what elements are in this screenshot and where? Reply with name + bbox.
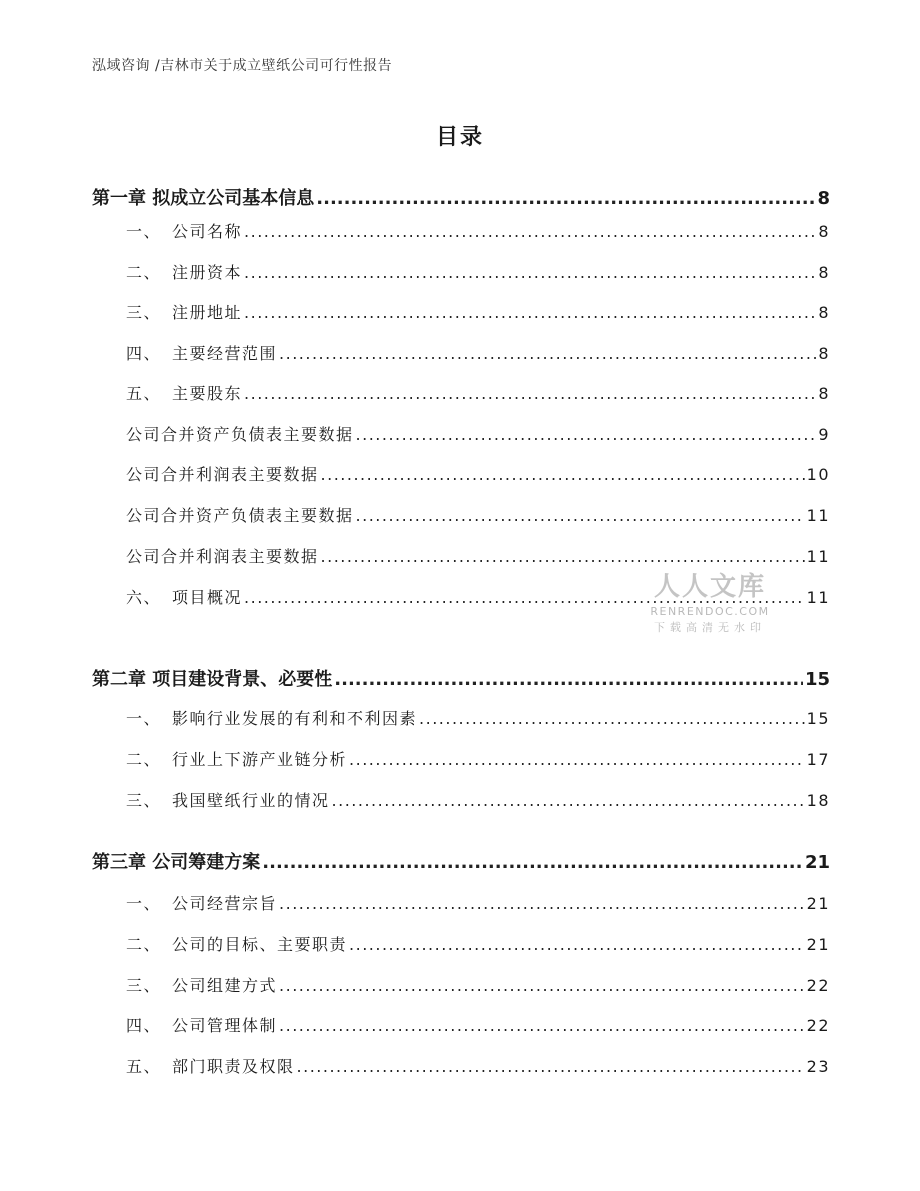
toc-leader-dots: [332, 791, 805, 810]
toc-leader-dots: [244, 384, 816, 403]
toc-entry-label: [126, 341, 277, 364]
toc-entry-text: 公司合并资产负债表主要数据: [126, 425, 354, 444]
toc-leader-dots: [356, 425, 817, 444]
toc-page-number: 11: [806, 547, 830, 566]
toc-leader-dots: [321, 547, 805, 566]
toc-section-entry[interactable]: [126, 706, 830, 729]
toc-entry-label: [126, 932, 347, 955]
toc-page-number: 11: [806, 588, 830, 607]
toc-entry-text: 主要经营范围: [172, 344, 278, 363]
toc-leader-dots: [321, 465, 805, 484]
toc-page-number: 8: [818, 263, 830, 282]
toc-entry-number: 五、: [126, 384, 162, 403]
toc-page-number: 8: [818, 344, 830, 363]
watermark-name: 人人文库: [653, 572, 766, 602]
toc-leader-dots: [262, 852, 803, 873]
toc-entry-number: 六、: [126, 588, 162, 607]
toc-section-entry[interactable]: [126, 1054, 830, 1077]
toc-section-entry[interactable]: [126, 891, 830, 914]
toc-section-entry[interactable]: [126, 300, 830, 323]
toc-leader-dots: [297, 1057, 805, 1076]
toc-page-number: 10: [806, 465, 830, 484]
toc-section-entry[interactable]: [126, 341, 830, 364]
toc-section-entry[interactable]: [126, 503, 830, 526]
toc-entry-number: 一、: [126, 222, 162, 241]
toc-entry-number: 一、: [126, 894, 162, 913]
toc-entry-label: [92, 184, 314, 210]
toc-leader-dots: [244, 263, 816, 282]
toc-leader-dots: [419, 709, 805, 728]
toc-entry-label: [126, 422, 354, 445]
toc-leader-dots: [349, 935, 805, 954]
toc-page-number: 11: [806, 506, 830, 525]
toc-leader-dots: [279, 894, 805, 913]
toc-entry-label: [126, 973, 277, 996]
toc-entry-text: 第二章 项目建设背景、必要性: [92, 669, 333, 690]
toc-page-number: 8: [818, 303, 830, 322]
toc-entry-number: 二、: [126, 750, 162, 769]
toc-leader-dots: [316, 188, 815, 209]
toc-entry-label: [126, 462, 319, 485]
watermark-logo: [645, 566, 775, 635]
toc-leader-dots: [279, 976, 805, 995]
toc-entry-label: [126, 544, 319, 567]
toc-section-entry[interactable]: [126, 788, 830, 811]
toc-section-entry[interactable]: [126, 219, 830, 242]
toc-section-entry[interactable]: [126, 260, 830, 283]
toc-page-number: 22: [806, 1016, 830, 1035]
toc-chapter-entry[interactable]: [92, 184, 830, 210]
toc-entry-text: 主要股东: [172, 384, 243, 403]
toc-page-number: 15: [806, 709, 830, 728]
toc-leader-dots: [244, 303, 816, 322]
toc-section-entry[interactable]: [126, 422, 830, 445]
toc-entry-label: [126, 891, 277, 914]
toc-section-entry[interactable]: [126, 747, 830, 770]
watermark-slogan: 下载高清无水印: [654, 621, 766, 634]
page-title: 目录: [435, 125, 484, 150]
toc-leader-dots: [356, 506, 805, 525]
toc-entry-text: 注册地址: [172, 303, 243, 322]
toc-section-entry[interactable]: [126, 932, 830, 955]
toc-leader-dots: [349, 750, 805, 769]
toc-page-number: 18: [806, 791, 830, 810]
toc-entry-text: 公司的目标、主要职责: [172, 935, 348, 954]
toc-entry-label: [126, 585, 242, 608]
toc-entry-text: 第三章 公司筹建方案: [92, 852, 261, 873]
toc-section-entry[interactable]: [126, 381, 830, 404]
toc-chapter-entry[interactable]: [92, 665, 830, 691]
toc-page-number: 17: [806, 750, 830, 769]
toc-entry-number: 四、: [126, 1016, 162, 1035]
toc-section-entry[interactable]: [126, 462, 830, 485]
toc-leader-dots: [334, 669, 803, 690]
toc-leader-dots: [244, 222, 816, 241]
toc-entry-label: [126, 260, 242, 283]
toc-entry-label: [126, 300, 242, 323]
toc-entry-text: 公司名称: [172, 222, 243, 241]
toc-entry-label: [92, 665, 332, 691]
toc-entry-label: [126, 1054, 295, 1077]
toc-entry-number: 四、: [126, 344, 162, 363]
toc-entry-number: 五、: [126, 1057, 162, 1076]
toc-page-number: 21: [806, 935, 830, 954]
watermark-domain: RENRENDOC.COM: [650, 605, 770, 618]
toc-entry-text: 公司经营宗旨: [172, 894, 278, 913]
toc-entry-number: 二、: [126, 935, 162, 954]
running-header: 泓域咨询 /吉林市关于成立壁纸公司可行性报告: [92, 58, 393, 74]
toc-entry-text: 注册资本: [172, 263, 243, 282]
toc-section-entry[interactable]: [126, 544, 830, 567]
toc-page-number: 8: [817, 188, 830, 209]
toc-entry-number: 三、: [126, 303, 162, 322]
toc-entry-label: [126, 503, 354, 526]
toc-entry-number: 二、: [126, 263, 162, 282]
toc-page-number: 21: [806, 894, 830, 913]
toc-leader-dots: [279, 344, 816, 363]
toc-leader-dots: [279, 1016, 805, 1035]
toc-entry-number: 三、: [126, 976, 162, 995]
toc-entry-label: [92, 848, 260, 874]
toc-page-number: 9: [818, 425, 830, 444]
toc-page-number: 21: [804, 852, 830, 873]
toc-entry-text: 项目概况: [172, 588, 243, 607]
toc-entry-text: 公司合并利润表主要数据: [126, 547, 319, 566]
toc-entry-label: [126, 788, 330, 811]
toc-page-number: 8: [818, 222, 830, 241]
toc-entry-label: [126, 1013, 277, 1036]
toc-entry-text: 公司组建方式: [172, 976, 278, 995]
toc-entry-text: 第一章 拟成立公司基本信息: [92, 188, 315, 209]
toc-entry-text: 我国壁纸行业的情况: [172, 791, 330, 810]
toc-page-number: 22: [806, 976, 830, 995]
toc-entry-label: [126, 219, 242, 242]
toc-entry-number: 一、: [126, 709, 162, 728]
toc-entry-text: 行业上下游产业链分析: [172, 750, 348, 769]
toc-section-entry[interactable]: [126, 1013, 830, 1036]
toc-entry-label: [126, 381, 242, 404]
toc-entry-text: 公司管理体制: [172, 1016, 278, 1035]
toc-section-entry[interactable]: [126, 973, 830, 996]
toc-page-number: 15: [804, 669, 830, 690]
toc-entry-text: 影响行业发展的有利和不利因素: [172, 709, 418, 728]
toc-page-number: 23: [806, 1057, 830, 1076]
toc-entry-text: 公司合并利润表主要数据: [126, 465, 319, 484]
toc-entry-label: [126, 706, 417, 729]
toc-entry-number: 三、: [126, 791, 162, 810]
toc-entry-text: 公司合并资产负债表主要数据: [126, 506, 354, 525]
toc-entry-label: [126, 747, 347, 770]
toc-entry-text: 部门职责及权限: [172, 1057, 295, 1076]
toc-chapter-entry[interactable]: [92, 848, 830, 874]
toc-page-number: 8: [818, 384, 830, 403]
